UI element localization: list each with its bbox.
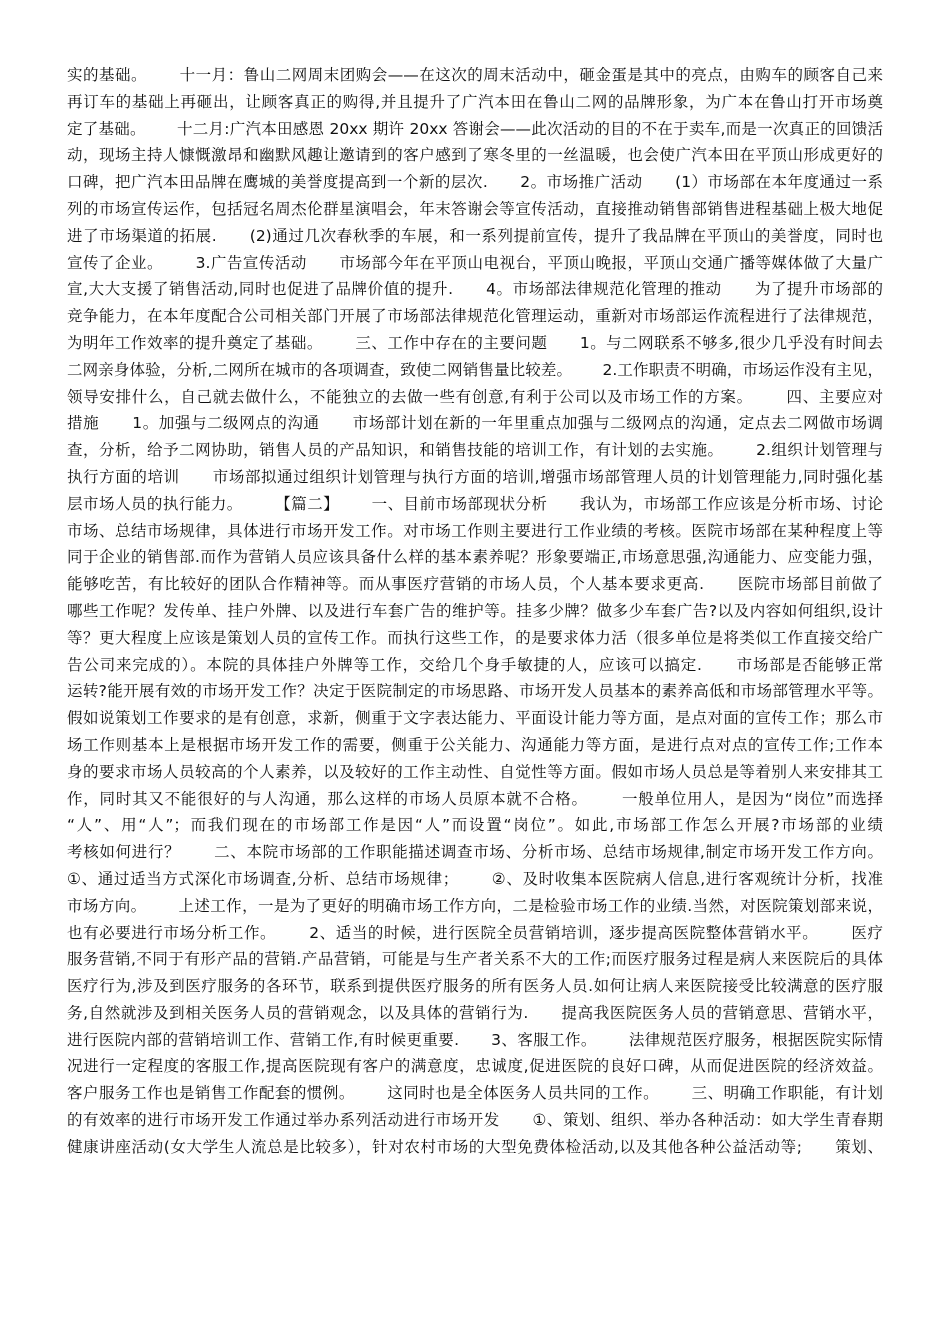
text-line: 作，同时其又不能很好的与人沟通，那么这样的市场人员原本就不合格。 一般单位用人，是因为“岗位”而选择 [67, 789, 883, 808]
text-line: 进行医院内部的营销培训工作、营销工作,有时候更重要. 3、客服工作。 法律规范医疗服务，根据医院实际情 [67, 1030, 883, 1049]
text-line: 也有必要进行市场分析工作。 2、适当的时候，进行医院全员营销培训，逐步提高医院整体营销水平。 医疗 [67, 923, 883, 942]
text-line: 同于企业的销售部.而作为营销人员应该具备什么样的基本素养呢？形象要端正,市场意思强,沟通能力、应变能力强， [67, 548, 883, 567]
text-line: 市场、总结市场规律，具体进行市场开发工作。对市场工作则主要进行工作业绩的考核。医院市场部在某种程度上等 [67, 521, 883, 540]
text-line: 场工作则基本上是根据市场开发工作的需要，侧重于公关能力、沟通能力等方面，是进行点对点的宣传工作;工作本 [67, 735, 883, 754]
text-line: 健康讲座活动(女大学生人流总是比较多），针对农村市场的大型免费体检活动,以及其他各种公益活动等; 策划、 [67, 1137, 883, 1156]
text-line: 列的市场宣传运作，包括冠名周杰伦群星演唱会，年末答谢会等宣传活动，直接推动销售部销售进程基础上极大地促 [67, 199, 883, 218]
document-body [67, 62, 883, 1161]
text-line: 二网亲身体验，分析,二网所在城市的各项调查，致使二网销售量比较差。 2.工作职责不明确，市场运作没有主见， [67, 360, 883, 379]
text-line: 措施 1。加强与二级网点的沟通 市场部计划在新的一年里重点加强与二级网点的沟通，定点去二网做市场调 [67, 414, 883, 433]
text-line: 务,自然就涉及到相关医务人员的营销观念，以及具体的营销行为. 提高我医院医务人员的营销意思、营销水平， [67, 1003, 883, 1022]
text-line: 口碑，把广汽本田品牌在鹰城的美誉度提高到一个新的层次. 2。市场推广活动 (1）市场部在本年度通过一系 [67, 173, 883, 192]
text-line: 等？更大程度上应该是策划人员的宣传工作。而执行这些工作，的是要求体力活（很多单位是将类似工作直接交给广 [67, 628, 883, 647]
text-line: ①、通过适当方式深化市场调查,分析、总结市场规律； ②、及时收集本医院病人信息,进行客观统计分析，找准 [67, 869, 883, 888]
text-line: 竞争能力，在本年度配合公司相关部门开展了市场部法律规范化管理运动，重新对市场部运作流程进行了法律规范， [67, 307, 883, 326]
text-line: 宣,大大支援了销售活动,同时也促进了品牌价值的提升. 4。市场部法律规范化管理的推动 为了提升市场部的 [67, 280, 883, 299]
text-line: 运转?能开展有效的市场开发工作？决定于医院制定的市场思路、市场开发人员基本的素养高低和市场部管理水平等。 [67, 682, 883, 701]
text-line: 执行方面的培训 市场部拟通过组织计划管理与执行方面的培训,增强市场部管理人员的计划管理能力,同时强化基 [67, 467, 883, 486]
text-line: 市场方向。 上述工作，一是为了更好的明确市场工作方向，二是检验市场工作的业绩.当然，对医院策划部来说， [67, 896, 883, 915]
text-line: 宣传了企业。 3.广告宣传活动 市场部今年在平顶山电视台，平顶山晚报，平顶山交通广播等媒体做了大量广 [67, 253, 883, 272]
text-line: 哪些工作呢？发传单、挂户外牌、以及进行车套广告的维护等。挂多少牌？做多少车套广告?以及内容如何组织,设计 [67, 601, 883, 620]
text-line: 身的要求市场人员较高的个人素养，以及较好的工作主动性、自觉性等方面。假如市场人员总是等着别人来安排其工 [67, 762, 883, 781]
text-line: 告公司来完成的）。本院的具体挂户外牌等工作，交给几个身手敏捷的人，应该可以搞定. 市场部是否能够正常 [67, 655, 883, 674]
text-line: 层市场人员的执行能力。 【篇二】 一、目前市场部现状分析 我认为，市场部工作应该是分析市场、讨论 [67, 494, 883, 513]
text-line: 进了市场渠道的拓展. (2)通过几次春秋季的车展，和一系列提前宣传，提升了我品牌在平顶山的美誉度，同时也 [67, 226, 883, 245]
text-line: 客户服务工作也是销售工作配套的惯例。 这同时也是全体医务人员共同的工作。 三、明确工作职能，有计划 [67, 1084, 883, 1103]
text-line: “人”、用“人”；而我们现在的市场部工作是因“人”而设置“岗位”。如此,市场部工作怎么开展?市场部的业绩 [67, 816, 883, 835]
text-line: 领导安排什么，自己就去做什么，不能独立的去做一些有创意,有利于公司以及市场工作的方案。 四、主要应对 [67, 387, 883, 406]
text-line: 考核如何进行？ 二、本院市场部的工作职能描述调查市场、分析市场、总结市场规律,制定市场开发工作方向。 [67, 843, 883, 862]
text-line: 的有效率的进行市场开发工作通过举办系列活动进行市场开发 ①、策划、组织、举办各种活动：如大学生青春期 [67, 1111, 883, 1130]
text-line: 动，现场主持人慷慨激昂和幽默风趣让邀请到的客户感到了寒冬里的一丝温暖，也会使广汽本田在平顶山形成更好的 [67, 146, 883, 165]
text-line: 医疗行为,涉及到医疗服务的各环节，联系到提供医疗服务的所有医务人员.如何让病人来医院接受比较满意的医疗服 [67, 977, 883, 996]
text-line: 假如说策划工作要求的是有创意，求新，侧重于文字表达能力、平面设计能力等方面，是点对面的宣传工作；那么市 [67, 709, 883, 728]
text-line: 再订车的基础上再砸出，让顾客真正的购得,并且提升了广汽本田在鲁山二网的品牌形象，为广本在鲁山打开市场奠 [67, 92, 883, 111]
text-line: 能够吃苦，有比较好的团队合作精神等。而从事医疗营销的市场人员，个人基本要求更高. 医院市场部目前做了 [67, 575, 883, 594]
text-line: 定了基础。 十二月:广汽本田感恩 20xx 期许 20xx 答谢会——此次活动的目的不在于卖车,而是一次真正的回馈活 [67, 119, 883, 138]
text-line: 服务营销,不同于有形产品的营销.产品营销，可能是与生产者关系不大的工作;而医疗服务过程是病人来医院后的具体 [67, 950, 883, 969]
text-line: 实的基础。 十一月：鲁山二网周末团购会——在这次的周末活动中，砸金蛋是其中的亮点，由购车的顾客自己来 [67, 66, 883, 84]
text-line: 况进行一定程度的客服工作,提高医院现有客户的满意度，忠诚度,促进医院的良好口碑，从而促进医院的经济效益。 [67, 1057, 883, 1076]
text-line: 为明年工作效率的提升奠定了基础。 三、工作中存在的主要问题 1。与二网联系不够多,很少几乎没有时间去 [67, 333, 883, 352]
text-line: 查，分析，给予二网协助，销售人员的产品知识，和销售技能的培训工作，有计划的去实施。 2.组织计划管理与 [67, 441, 883, 460]
